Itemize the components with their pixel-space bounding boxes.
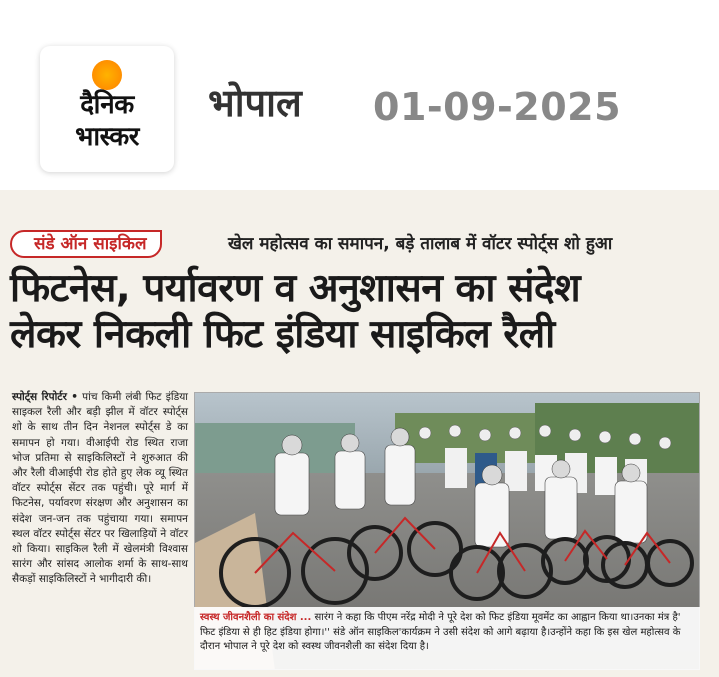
app-header xyxy=(0,0,719,190)
edition-city: भोपाल xyxy=(208,81,302,125)
sun-icon xyxy=(92,60,122,90)
caption-title: स्वस्थ जीवनशैली का संदेश ... xyxy=(200,612,312,623)
kicker-row xyxy=(10,230,710,260)
edition-date: 01-09-2025 xyxy=(373,85,622,129)
photo-caption xyxy=(194,607,700,670)
headline-line-1: फिटनेस, पर्यावरण व अनुशासन का संदेश xyxy=(10,266,581,311)
headline-line-2: लेकर निकली फिट इंडिया साइकिल रैली xyxy=(10,312,555,357)
kicker-tag: संडे ऑन साइकिल xyxy=(10,230,162,258)
dainik-bhaskar-logo[interactable] xyxy=(40,46,174,172)
byline: स्पोर्ट्स रिपोर्टर • xyxy=(12,391,79,403)
logo-line-2: भास्कर xyxy=(75,122,139,152)
headline xyxy=(10,266,710,358)
body-text: पांच किमी लंबी फिट इंडिया साइकल रैली और बड़ी झील में वॉटर स्पोर्ट्स शो के साथ तीन दिन नेशनल स्पोर्ट्स डे का समापन हो गया। वीआईपी रोड स्थित राजा भोज प्रतिमा से साइकिलिस्टों ने शुरुआत की और रैली वीआईपी रोड होते हुए लेक व्यू स्थित वॉटर स्पोर्ट्स सेंटर तक पहुंची। पूरे मार्ग में फिटनेस, पर्यावरण संरक्षण और अनुशासन का संदेश जन-जन तक पहुंचाया गया। समापन स्थल वॉटर स्पोर्ट्स सेंटर पर खिलाड़ियों ने वॉटर शो किया। साइकिल रैली में खेलमंत्री विश्वास सारंग और सांसद आलोक शर्मा के साथ-साथ सैकड़ों साइकिलिस्टों ने भागीदारी की। xyxy=(12,391,188,586)
news-clipping xyxy=(0,214,719,677)
header-divider xyxy=(0,190,719,214)
article-body xyxy=(12,390,188,588)
kicker-text: खेल महोत्सव का समापन, बड़े तालाब में वॉटर स्पोर्ट्स शो हुआ xyxy=(228,234,613,254)
logo-line-1: दैनिक xyxy=(80,90,134,120)
caption-text: सारंग ने कहा कि पीएम नरेंद्र मोदी ने पूरे देश को फिट इंडिया मूवमेंट का आह्वान किया था।उनका मंत्र है' फिट इंडिया से ही हिट इंडिया होगा।'' संडे ऑन साइकिल'कार्यक्रम ने उसी संदेश को आगे बढ़ाया है।उन्होंने कहा कि इस खेल महोत्सव के दौरान भोपाल ने पूरे देश को स्वस्थ जीवनशैली का संदेश दिया है। xyxy=(200,612,681,652)
